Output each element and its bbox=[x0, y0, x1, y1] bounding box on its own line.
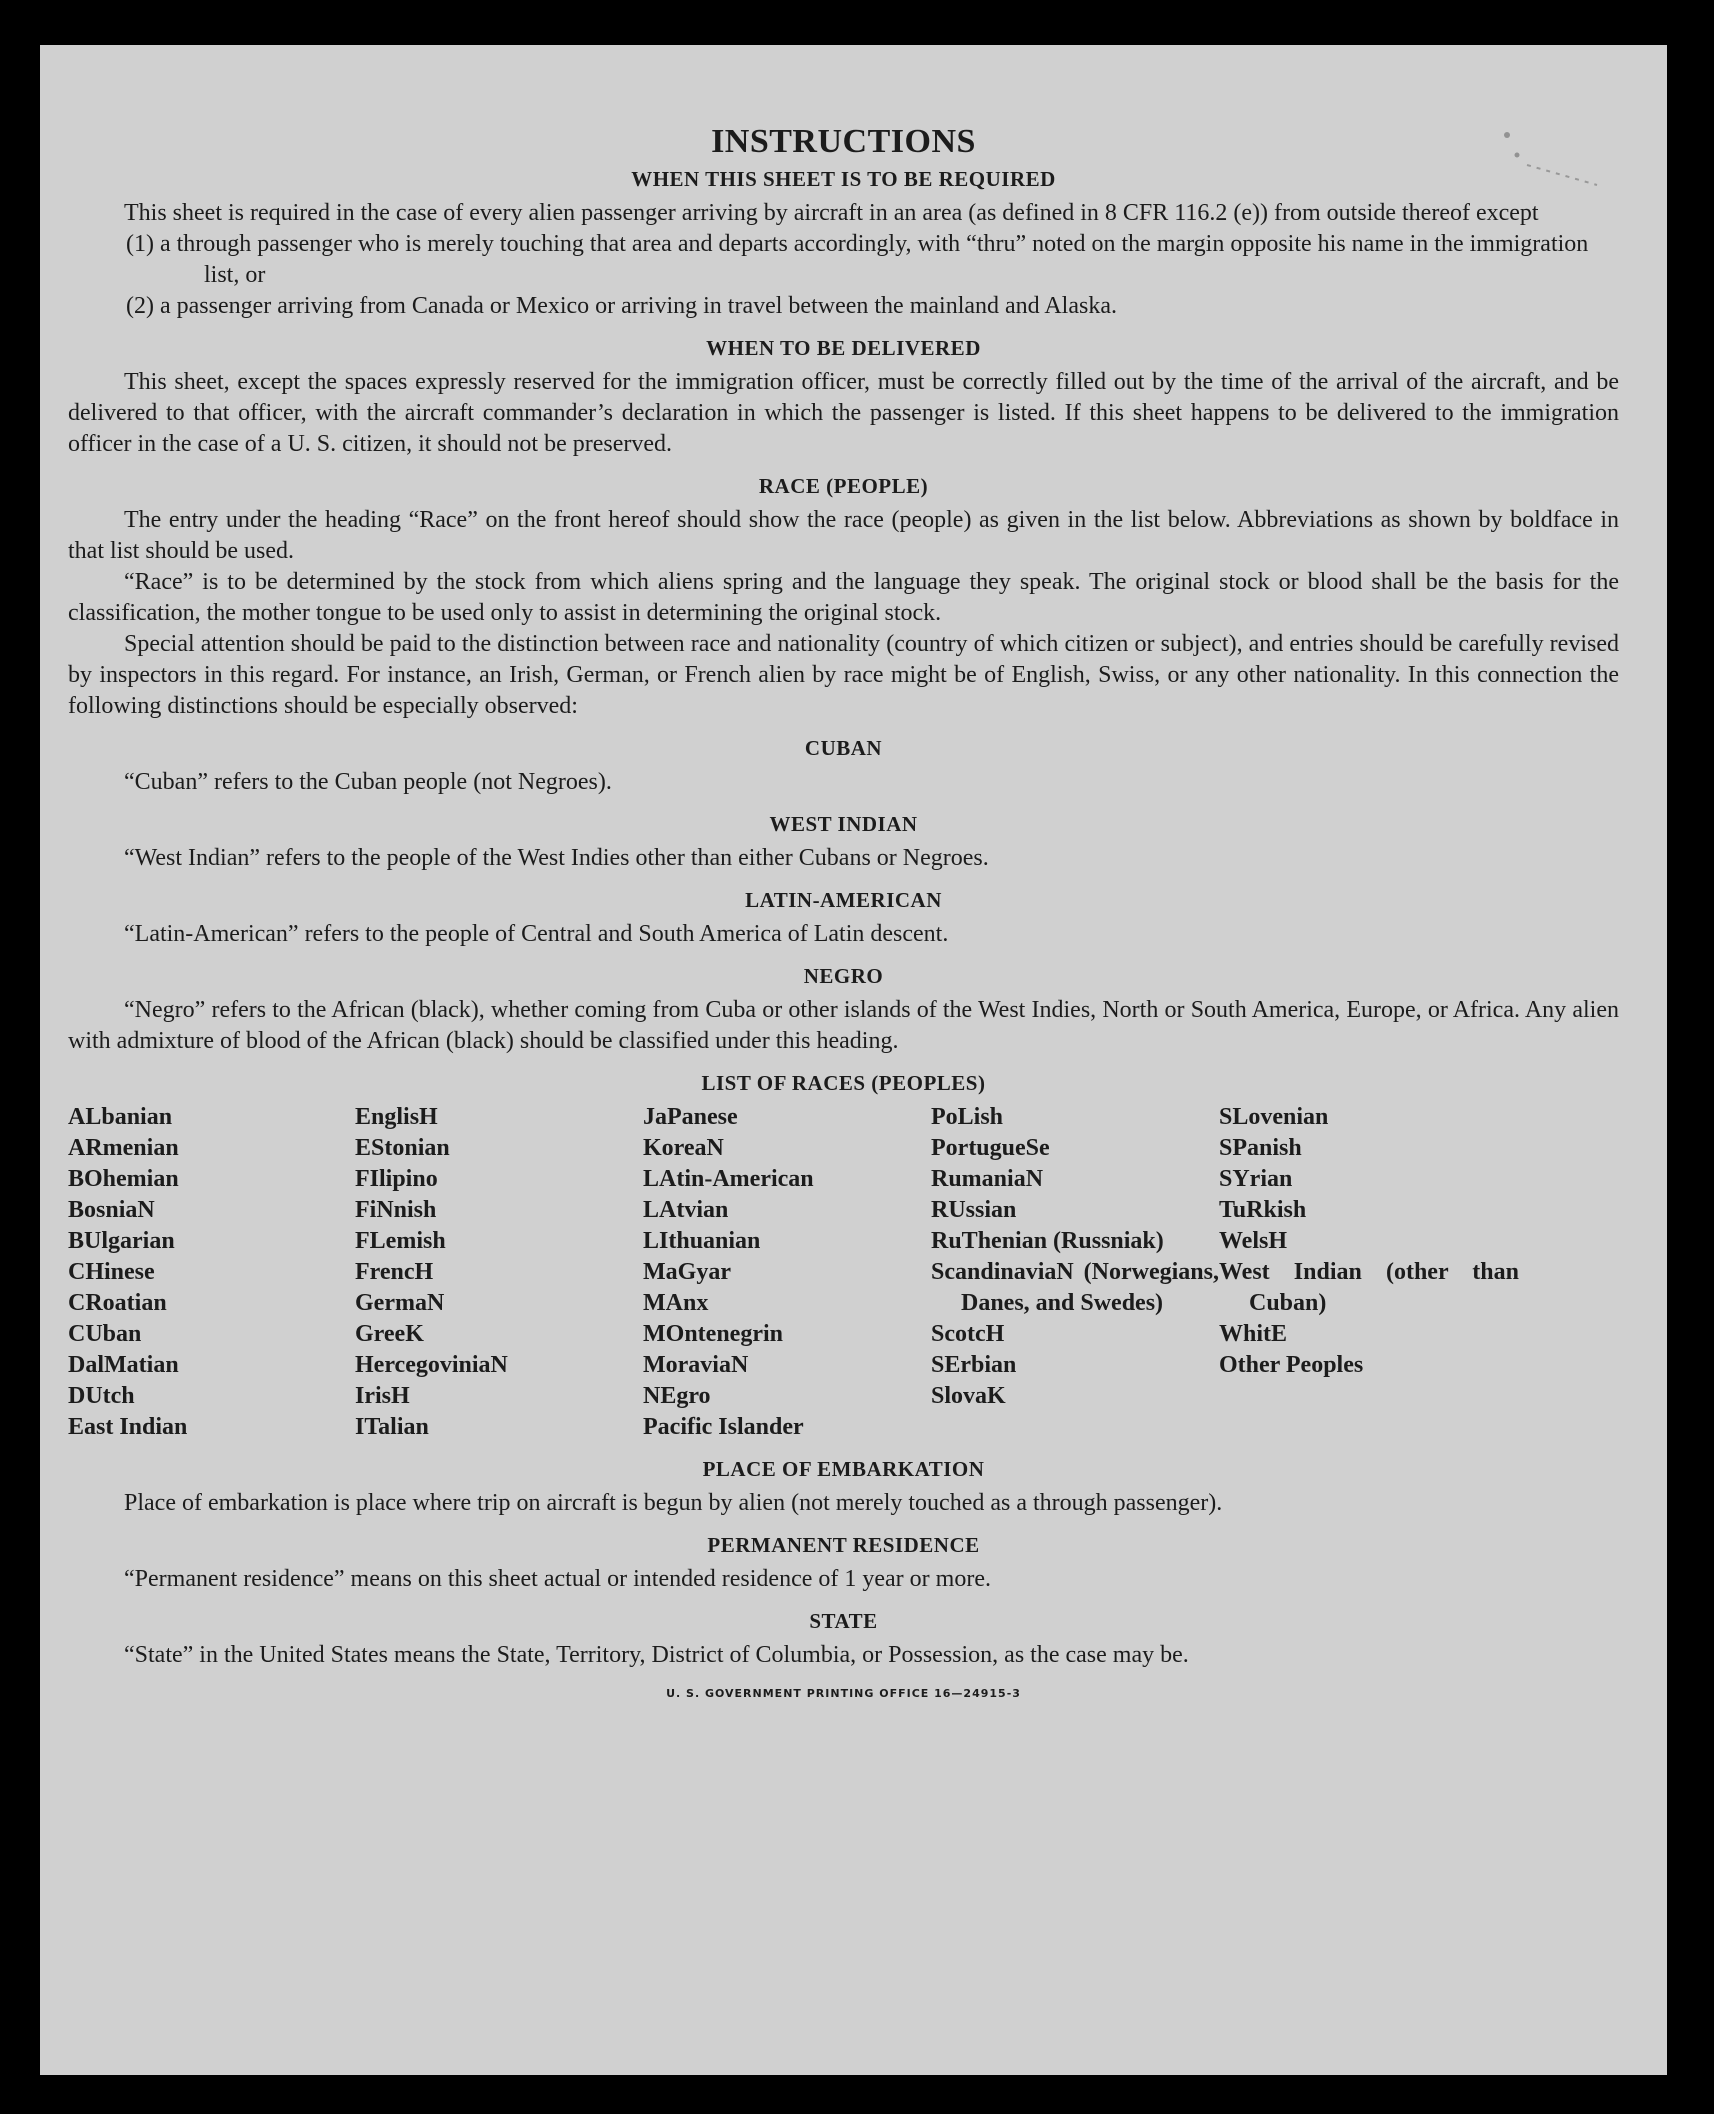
list-item: East Indian bbox=[68, 1414, 188, 1440]
list-item: Other Peoples bbox=[1219, 1352, 1364, 1378]
list-item: (2) a passenger arriving from Canada or Mexico or arriving in travel between the mainland and Alaska. bbox=[126, 293, 1117, 319]
heading-list-of-races: LIST OF RACES (PEOPLES) bbox=[701, 1071, 986, 1095]
heading-latin-american: LATIN-AMERICAN bbox=[745, 888, 942, 912]
list-item: Pacific Islander bbox=[643, 1414, 804, 1440]
list-item: SlovaK bbox=[931, 1383, 1006, 1409]
list-item: BOhemian bbox=[68, 1166, 179, 1192]
list-item: ScotcH bbox=[931, 1321, 1005, 1347]
list-item: MAnx bbox=[643, 1290, 709, 1316]
printing-office-imprint: U. S. GOVERNMENT PRINTING OFFICE 16—24915-3 bbox=[666, 1687, 1021, 1700]
latin-american-text: “Latin-American” refers to the people of Central and South America of Latin descent. bbox=[124, 921, 949, 947]
race-paragraph-2: “Race” is to be determined by the stock from which aliens spring and the language they speak. The original stock or blood shall be the basis for the classification, the mother tongue to be used only to assist in determining the original stock. bbox=[68, 569, 1619, 626]
heading-cuban: CUBAN bbox=[804, 736, 883, 760]
list-item: MOntenegrin bbox=[643, 1321, 783, 1347]
races-column-1 bbox=[68, 1102, 355, 1443]
list-item: RUssian bbox=[931, 1197, 1017, 1223]
list-item: CUban bbox=[68, 1321, 142, 1347]
race-paragraph-3: Special attention should be paid to the distinction between race and nationality (country of which citizen or subject), and entries should be carefully revised by inspectors in this regard. For instance, an Irish, German, or French alien by race might be of English, Swiss, or any other nationality. In this connection the following distinctions should be especially observed: bbox=[68, 631, 1619, 719]
state-text: “State” in the United States means the State, Territory, District of Columbia, or Possession, as the case may be. bbox=[124, 1642, 1189, 1668]
races-column-5 bbox=[1219, 1102, 1519, 1443]
list-item: (1) a through passenger who is merely touching that area and departs accordingly, with “thru” noted on the margin opposite his name in the immigration list, or bbox=[126, 231, 1589, 288]
list-item: SPanish bbox=[1219, 1135, 1302, 1161]
list-item: BosniaN bbox=[68, 1197, 155, 1223]
page-title: INSTRUCTIONS bbox=[711, 123, 976, 160]
list-item: HercegoviniaN bbox=[355, 1352, 508, 1378]
races-column-4 bbox=[931, 1102, 1219, 1443]
list-item: LAtin-American bbox=[643, 1166, 814, 1192]
list-item: JaPanese bbox=[643, 1104, 738, 1130]
cuban-text: “Cuban” refers to the Cuban people (not Negroes). bbox=[124, 769, 612, 795]
west-indian-text: “West Indian” refers to the people of the West Indies other than either Cubans or Negroes. bbox=[124, 845, 989, 871]
heading-negro: NEGRO bbox=[803, 964, 884, 988]
list-item: FiNnish bbox=[355, 1197, 437, 1223]
races-list bbox=[68, 1102, 1619, 1443]
list-item: ALbanian bbox=[68, 1104, 173, 1130]
heading-when-required: WHEN THIS SHEET IS TO BE REQUIRED bbox=[631, 167, 1056, 191]
list-item: WhitE bbox=[1219, 1321, 1288, 1347]
races-column-3 bbox=[643, 1102, 931, 1443]
embarkation-text: Place of embarkation is place where trip on aircraft is begun by alien (not merely touched as a through passenger). bbox=[124, 1490, 1223, 1516]
list-item: FrencH bbox=[355, 1259, 434, 1285]
list-item: SYrian bbox=[1219, 1166, 1293, 1192]
list-item: ScandinaviaN (Norwegians, Danes, and Swedes) bbox=[931, 1259, 1219, 1316]
heading-state: STATE bbox=[809, 1609, 878, 1633]
heading-embarkation: PLACE OF EMBARKATION bbox=[702, 1457, 985, 1481]
list-item: RuThenian (Russniak) bbox=[931, 1228, 1164, 1254]
document-page bbox=[40, 45, 1667, 2075]
list-item: WelsH bbox=[1219, 1228, 1288, 1254]
list-item: ITalian bbox=[355, 1414, 429, 1440]
bleed-through-marks bbox=[1487, 125, 1607, 215]
list-item: GermaN bbox=[355, 1290, 445, 1316]
heading-west-indian: WEST INDIAN bbox=[769, 812, 918, 836]
list-item: PortugueSe bbox=[931, 1135, 1050, 1161]
list-item: BUlgarian bbox=[68, 1228, 175, 1254]
heading-permanent-residence: PERMANENT RESIDENCE bbox=[707, 1533, 980, 1557]
list-item: MaGyar bbox=[643, 1259, 731, 1285]
list-item: EnglisH bbox=[355, 1104, 438, 1130]
list-item: EStonian bbox=[355, 1135, 450, 1161]
when-required-intro: This sheet is required in the case of every alien passenger arriving by aircraft in an area (as defined in 8 CFR 116.2 (e)) from outside thereof except bbox=[124, 200, 1539, 226]
list-item: West Indian (other than Cuban) bbox=[1219, 1259, 1519, 1316]
list-item: SErbian bbox=[931, 1352, 1017, 1378]
when-delivered-text: This sheet, except the spaces expressly reserved for the immigration officer, must be correctly filled out by the time of the arrival of the aircraft, and be delivered to that officer, with the aircraft commander’s declaration in which the passenger is listed. If this sheet happens to be delivered to the immigration officer in the case of a U. S. citizen, it should not be preserved. bbox=[68, 369, 1619, 457]
list-item: LAtvian bbox=[643, 1197, 729, 1223]
list-item: CHinese bbox=[68, 1259, 155, 1285]
list-item: CRoatian bbox=[68, 1290, 167, 1316]
heading-race: RACE (PEOPLE) bbox=[758, 474, 929, 498]
list-item: RumaniaN bbox=[931, 1166, 1044, 1192]
list-item: SLovenian bbox=[1219, 1104, 1329, 1130]
list-item: TuRkish bbox=[1219, 1197, 1307, 1223]
list-item: PoLish bbox=[931, 1104, 1004, 1130]
list-item: DalMatian bbox=[68, 1352, 179, 1378]
list-item: KoreaN bbox=[643, 1135, 724, 1161]
list-item: FLemish bbox=[355, 1228, 446, 1254]
list-item: MoraviaN bbox=[643, 1352, 749, 1378]
races-column-2 bbox=[355, 1102, 643, 1443]
heading-when-delivered: WHEN TO BE DELIVERED bbox=[706, 336, 981, 360]
race-paragraph-1: The entry under the heading “Race” on the front hereof should show the race (people) as given in the list below. Abbreviations as shown by boldface in that list should be used. bbox=[68, 507, 1619, 564]
list-item: IrisH bbox=[355, 1383, 410, 1409]
residence-text: “Permanent residence” means on this sheet actual or intended residence of 1 year or more. bbox=[124, 1566, 991, 1592]
list-item: ARmenian bbox=[68, 1135, 179, 1161]
list-item: NEgro bbox=[643, 1383, 711, 1409]
negro-text: “Negro” refers to the African (black), whether coming from Cuba or other islands of the West Indies, North or South America, Europe, or Africa. Any alien with admixture of blood of the African (black) should be classified under this heading. bbox=[68, 997, 1619, 1054]
list-item: DUtch bbox=[68, 1383, 135, 1409]
list-item: GreeK bbox=[355, 1321, 424, 1347]
list-item: LIthuanian bbox=[643, 1228, 761, 1254]
list-item: FIlipino bbox=[355, 1166, 438, 1192]
